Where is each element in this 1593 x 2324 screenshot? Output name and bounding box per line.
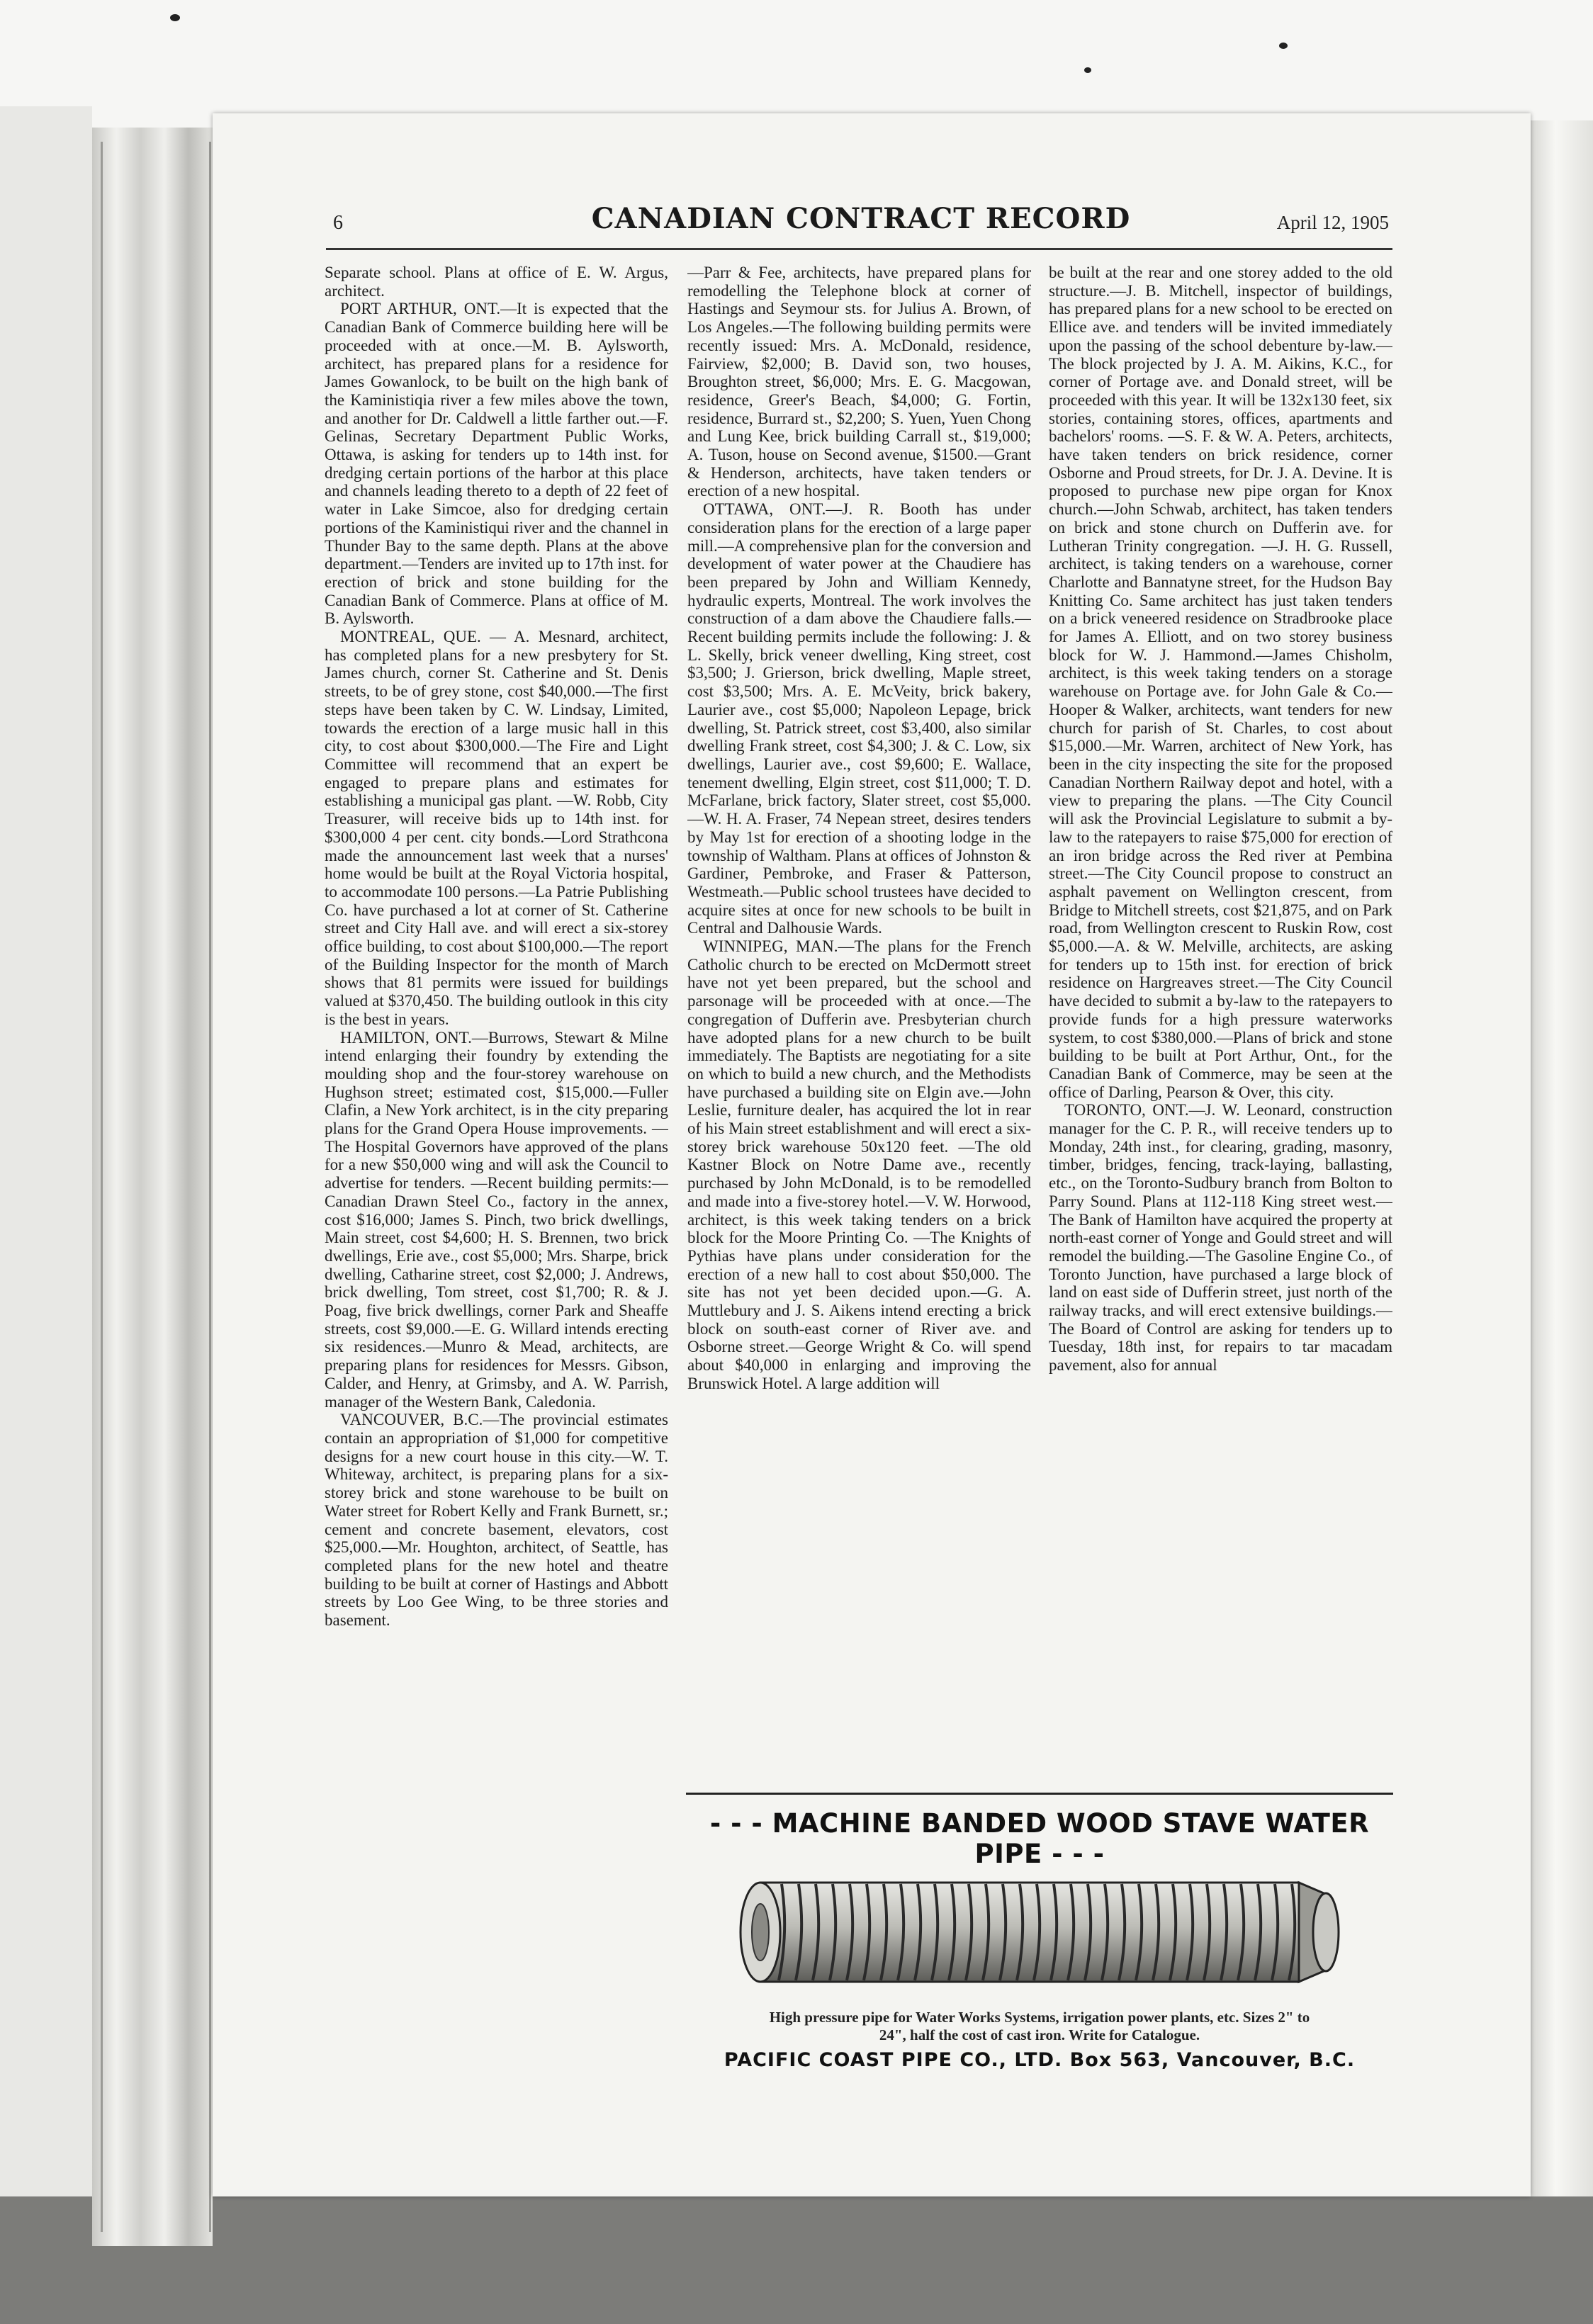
paragraph: OTTAWA, ONT.—J. R. Booth has under consideration plans for the erection of a large paper mill.—A comprehensive plan for the conversion and development of water power at the Chaudiere has been prepared by John and William Kennedy, hydraulic experts, Montreal. The work involves the construction of a dam above the Chaudiere falls.—Recent building permits include the following: J. & L. Skelly, brick veneer dwelling, King street, cost $3,500; J. Grierson, brick dwelling, Maple street, cost $3,500; Mrs. A. E. McVeity, brick bakery, Laurier ave., cost $5,000; Napoleon Lepage, brick dwelling, St. Patrick street, cost $3,400, also similar dwelling Frank street, cost $4,300; J. & C. Low, six dwellings, Laurier ave., cost $9,600; E. Wallace, tenement dwelling, Elgin street, cost $11,000; T. D. McFarlane, brick factory, Slater street, cost $5,000.—W. H. A. Fraser, 74 Nepean street, desires tenders by May 1st for erection of a shooting lodge in the township of Waltham. Plans at offices of Johnston & Gardiner, Pembroke, and Fraser & Patterson, Westmeath.—Public school trustees have decided to acquire sites at once for new schools to be built in Central and Dalhousie Wards. (687, 500, 1031, 937)
ad-caption-line: 24", half the cost of cast iron. Write for Catalogue. (879, 2026, 1200, 2043)
spine-page-edges (101, 142, 211, 2232)
ad-caption-line: High pressure pipe for Water Works Systems, irrigation power plants, etc. Sizes 2" to (769, 2009, 1310, 2026)
text-column-1 (325, 264, 668, 1872)
pipe-advertisement (686, 1793, 1393, 2069)
paragraph: —Parr & Fee, architects, have prepared plans for remodelling the Telephone block at corner of Hastings and Seymour sts. for Julius A. Brown, of Los Angeles.—The following building permits were recently issued: Mrs. A. McDonald, residence, Fairview, $2,000; B. David son, two houses, Broughton street, $6,000; Mrs. E. G. Macgowan, residence, Greer's Beach, $4,000; G. Fortin, residence, Burrard st., $2,200; S. Yuen, Yuen Chong and Lung Kee, brick building Carrall st., $19,000; A. Tuson, house on Second avenue, $1500.—Grant & Henderson, architects, have taken tenders or erection of a new hospital. (687, 264, 1031, 500)
ad-company: PACIFIC COAST PIPE CO., LTD. Box 563, Vancouver, B.C. (724, 2049, 1356, 2071)
paragraph: MONTREAL, QUE. — A. Mesnard, architect, has completed plans for a new presbytery for St. James church, corner St. Catherine and St. Denis streets, to be of grey stone, cost $40,000.—The first steps have been taken by C. W. Lindsay, Limited, towards the erection of a large music hall in this city, to cost about $300,000.—The Fire and Light Committee will recommend that an expert be engaged to prepare plans and estimates for establishing a municipal gas plant. —W. Robb, City Treasurer, will receive bids up to 14th inst. for $300,000 4 per cent. city bonds.—Lord Strathcona made the announcement last week that a nurses' home would be built at the Royal Victoria hospital, to accommodate 100 persons.—La Patrie Publishing Co. have purchased a lot at corner of St. Catherine street and City Hall ave. and will erect a six-storey office building, to cost about $100,000.—The report of the Building Inspector for the month of March shows that 81 permits were issued for buildings valued at $370,450. The building outlook in this city is the best in years. (325, 628, 668, 1028)
paragraph: TORONTO, ONT.—J. W. Leonard, construction manager for the C. P. R., will receive tenders up to Monday, 24th inst., for clearing, grading, masonry, timber, bridges, fencing, track-laying, ballasting, etc., on the Toronto-Sudbury branch from Bolton to Parry Sound. Plans at 112-118 King street west.—The Bank of Hamilton have acquired the property at north-east corner of Yonge and Gould street and will remodel the building.—The Gasoline Engine Co., of Toronto Junction, have purchased a large block of land on east side of Dufferin street, just north of the railway tracks, and will erect extensive buildings.—The Board of Control are asking for tenders up to Tuesday, 18th inst, for repairs to tar macadam pavement, also for annual (1049, 1101, 1392, 1375)
ad-rule (686, 1793, 1393, 1795)
header-rule (326, 248, 1392, 250)
ink-speck (1084, 67, 1091, 73)
paragraph: PORT ARTHUR, ONT.—It is expected that the Canadian Bank of Commerce building here will be proceeded with at once.—M. B. Aylsworth, architect, has prepared plans for a residence for James Gowanlock, to be built on the high bank of the Kaministiqia river a few miles above the town, and another for Dr. Caldwell a little farther out.—F. Gelinas, Secretary Department Public Works, Ottawa, is asking for tenders up to 14th inst. for dredging certain portions of the harbor at this place and channels leading thereto to a depth of 22 feet of water in Lake Simcoe, also for dredging certain portions of the Kaministiqui river and the channel in Thunder Bay to the same depth. Plans at the above department.—Tenders are invited up to 17th inst. for erection of brick and stone building for the Canadian Bank of Commerce. Plans at office of M. B. Aylsworth. (325, 300, 668, 628)
paragraph: Separate school. Plans at office of E. W. Argus, architect. (325, 264, 668, 300)
scan-background-top (0, 0, 1593, 128)
paragraph: be built at the rear and one storey added to the old structure.—J. B. Mitchell, inspector of buildings, has prepared plans for a new school to be erected on Ellice ave. and tenders will be invited immediately upon the passing of the school debenture by-law.—The block projected by J. A. M. Aikins, K.C., for corner of Portage ave. and Donald street, will be proceeded with this year. It will be 132x130 feet, six stories, containing stores, offices, apartments and bachelors' rooms. —S. F. & W. A. Peters, architects, have taken tenders on brick residence, corner Osborne and Proud streets, for Dr. J. A. Devine. It is proposed to purchase new pipe organ for Knox church.—John Schwab, architect, has taken tenders on brick and stone church on Dufferin ave. for Lutheran Trinity congregation. —J. H. G. Russell, architect, is taking tenders on a warehouse, corner Charlotte and Bannatyne street, for the Hudson Bay Knitting Co. Same architect has just taken tenders on a brick veneered residence on Stradbrooke place for James A. Elliott, and on two storey business block for W. J. Hammond.—James Chisholm, architect, is this week taking tenders on a storage warehouse on Portage ave. for John Gale & Co.—Hooper & Walker, architects, want tenders for new church for parish of St. Charles, to cost about $15,000.—Mr. Warren, architect of New York, has been in the city inspecting the site for the proposed Canadian Northern Railway depot and hotel, with a view to preparing the plans. —The City Council will ask the Provincial Legislature to submit a by-law to the ratepayers to raise $75,000 for erection of an iron bridge across the Red river at Pembina street.—The City Council propose to construct an asphalt pavement on Wellington crescent, from Bridge to Mitchell streets, cost $21,875, and on Park road, from Wellington crescent to Ruskin Row, cost $5,000.—A. & W. Melville, architects, are asking for tenders up to 15th inst. for erection of brick residence on Hargreaves street.—The City Council have decided to submit a by-law to the ratepayers to provide funds for a high pressure waterworks system, to cost $380,000.—Plans of brick and stone building to be built at Port Arthur, Ont., for the Canadian Bank of Commerce, may be seen at the office of Darling, Pearson & Over, this city. (1049, 264, 1392, 1101)
paragraph: WINNIPEG, MAN.—The plans for the French Catholic church to be erected on McDermott street have not yet been prepared, but the school and parsonage will be proceeded with at once.—The congregation of Dufferin ave. Presbyterian church have adopted plans for a new church to be built immediately. The Baptists are negotiating for a site on which to build a new church, and the Methodists have purchased a building site on Elgin ave.—John Leslie, furniture dealer, has acquired the lot in rear of his Main street establishment and will erect a six-storey brick warehouse 50x120 feet. —The old Kastner Block on Notre Dame ave., recently purchased by John McDonald, is to be remodelled and made into a five-storey hotel.—V. W. Horwood, architect, is this week taking tenders on a brick block for the Moore Printing Co. —The Knights of Pythias have plans under consideration for the erection of a new hall to cost about $50,000. The site has not yet been decided upon.—G. A. Muttlebury and J. S. Aikens intend erecting a brick block on south-east corner of River ave. and Osborne street.—George Wright & Co. will spend about $40,000 in enlarging and improving the Brunswick Hotel. A large addition will (687, 937, 1031, 1392)
wood-stave-pipe-illustration (732, 1858, 1345, 2007)
next-page-edge (1531, 120, 1593, 2196)
page-header (333, 202, 1389, 244)
text-column-2 (687, 264, 1031, 1780)
scan-background-bottom (0, 2196, 1593, 2324)
ink-speck (170, 14, 180, 21)
journal-title: CANADIAN CONTRACT RECORD (591, 202, 1131, 235)
issue-date: April 12, 1905 (1276, 212, 1389, 233)
text-column-3 (1049, 264, 1392, 1780)
ink-speck (1279, 43, 1288, 49)
ad-caption (686, 2009, 1393, 2044)
ad-headline: - - - MACHINE BANDED WOOD STAVE WATER PIPE - - - (709, 1808, 1370, 1869)
paragraph: VANCOUVER, B.C.—The provincial estimates contain an appropriation of $1,000 for competitive designs for a new court house in this city.—W. T. Whiteway, architect, is preparing plans for a six-storey brick and stone warehouse to be built on Water street for Robert Kelly and Frank Burnett, sr.; cement and concrete basement, elevators, cost $25,000.—Mr. Houghton, architect, of Seattle, has completed plans for the new hotel and theatre building to be built at corner of Hastings and Abbott streets by Loo Gee Wing, to be three stories and basement. (325, 1411, 668, 1630)
page-number: 6 (333, 212, 343, 234)
scan-background-left (0, 106, 92, 2324)
paragraph: HAMILTON, ONT.—Burrows, Stewart & Milne intend enlarging their foundry by extending the moulding shop and the four-storey warehouse on Hughson street; estimated cost, $15,000.—Fuller Clafin, a New York architect, is in the city preparing plans for the Grand Opera House improvements. — The Hospital Governors have approved of the plans for a new $50,000 wing and will ask the Council to advertise for tenders. —Recent building permits:—Canadian Drawn Steel Co., factory in the annex, cost $16,000; James S. Pinch, two brick dwellings, Main street, cost $4,600; H. S. Brennen, two brick dwellings, Erie ave., cost $5,000; Mrs. Sharpe, brick dwelling, Catharine street, cost $2,000; J. Andrews, brick dwelling, Tom street, cost $1,700; R. & J. Poag, five brick dwellings, corner Park and Sheaffe streets, cost $9,000.—E. G. Willard intends erecting six residences.—Munro & Mead, architects, are preparing plans for residences for Messrs. Gibson, Calder, and Henry, at Grimsby, and A. W. Parrish, manager of the Western Bank, Caledonia. (325, 1028, 668, 1411)
